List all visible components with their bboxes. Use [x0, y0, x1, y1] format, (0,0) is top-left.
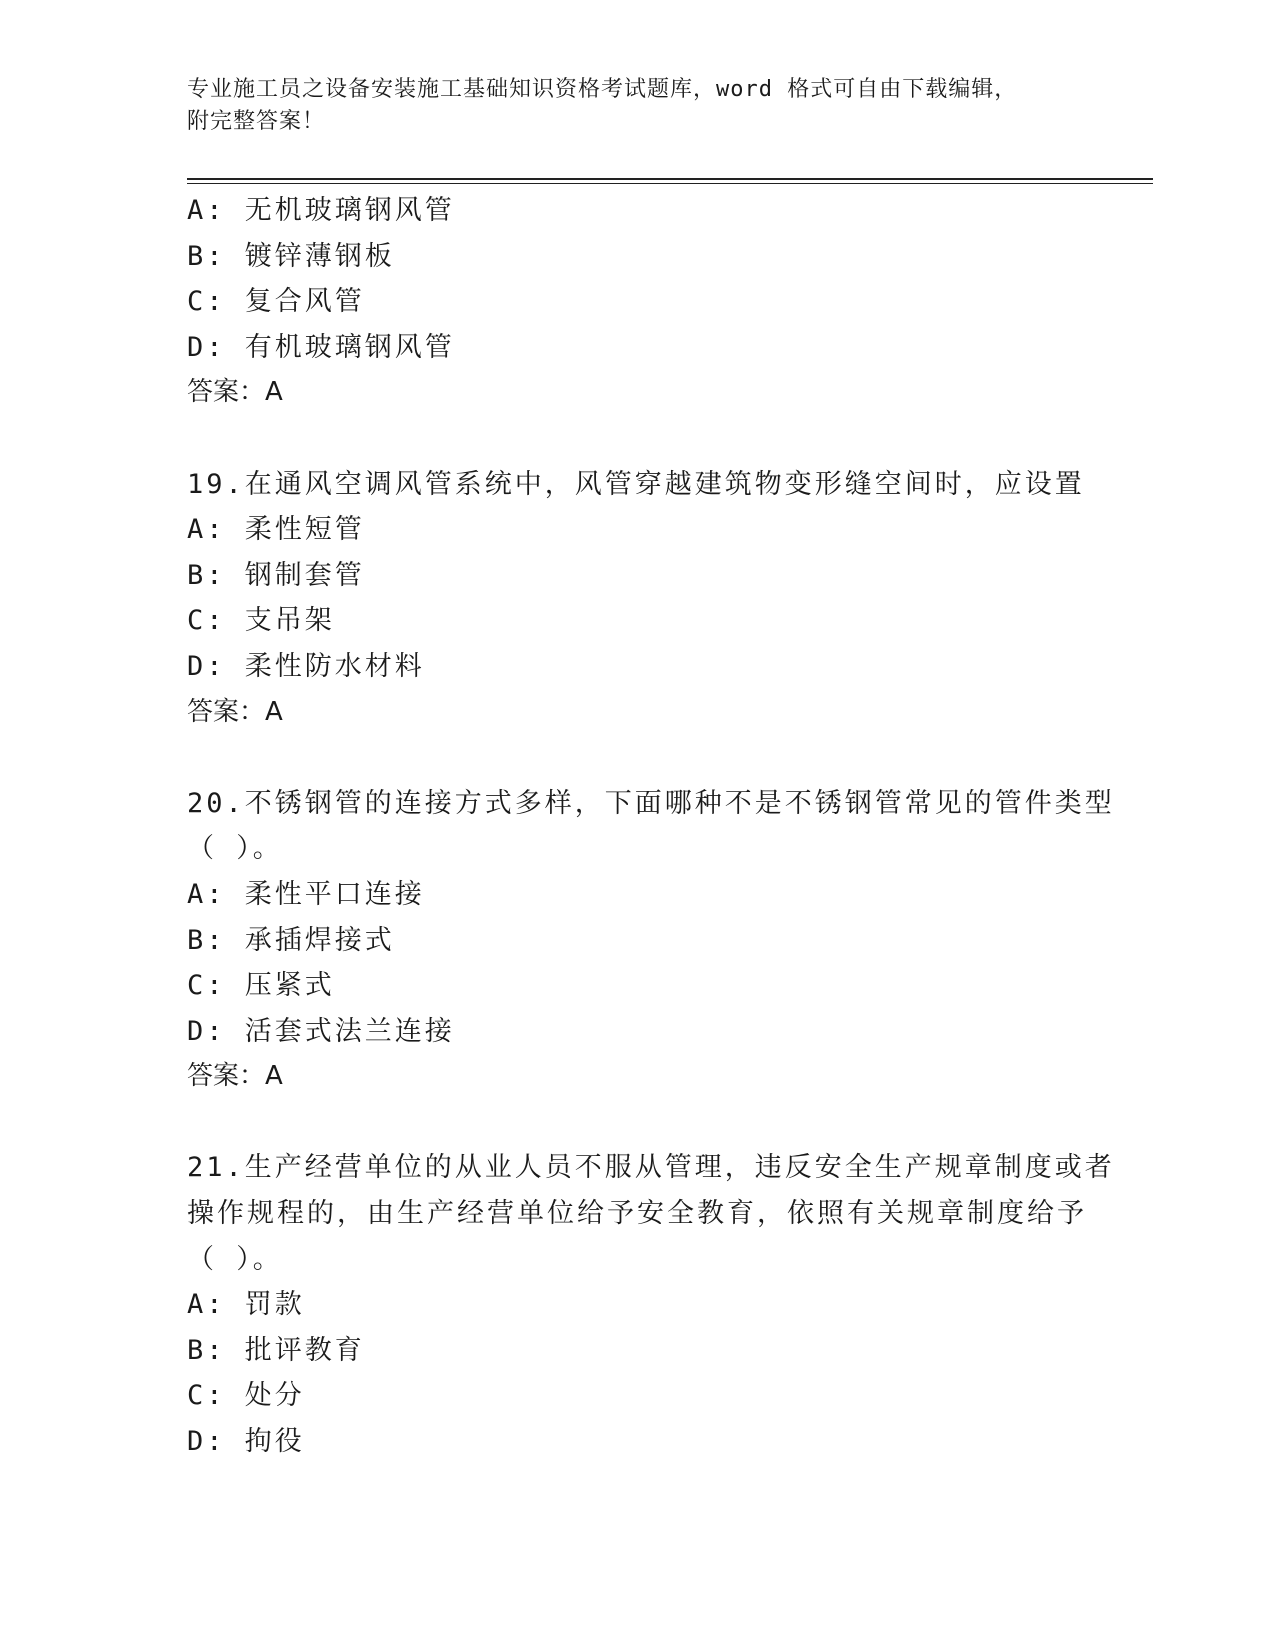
option-b: B: 承插焊接式	[187, 924, 395, 956]
document-header	[187, 74, 1087, 138]
option-d: D: 柔性防水材料	[187, 650, 425, 682]
answer-line: 答案：A	[187, 696, 283, 727]
spacer	[187, 416, 1087, 462]
option-a: A: 罚款	[187, 1289, 305, 1321]
option-b: B: 镀锌薄钢板	[187, 240, 395, 272]
option-c: C: 支吊架	[187, 605, 335, 637]
answer-line: 答案：A	[187, 1061, 283, 1092]
document-body	[187, 188, 1115, 1465]
spacer	[187, 1100, 1087, 1146]
header-rule-top	[187, 178, 1153, 180]
header-line-2: 附完整答案！	[187, 109, 326, 134]
question-18-block	[187, 188, 1087, 416]
question-stem-continued: 操作规程的，由生产经营单位给予安全教育，依照有关规章制度给予	[187, 1198, 1087, 1230]
question-stem-continued: （ ）。	[187, 833, 283, 865]
option-a: A: 无机玻璃钢风管	[187, 195, 455, 226]
option-a: A: 柔性短管	[187, 514, 365, 546]
header-line-1: 专业施工员之设备安装施工基础知识资格考试题库，word 格式可自由下载编辑，	[187, 77, 1018, 102]
answer-line: 答案：A	[187, 377, 283, 408]
option-c: C: 处分	[187, 1380, 305, 1412]
spacer	[187, 735, 1087, 781]
question-stem-continued: （ ）。	[187, 1243, 283, 1275]
option-d: D: 活套式法兰连接	[187, 1015, 455, 1047]
option-c: C: 复合风管	[187, 286, 365, 318]
question-19-block	[187, 462, 1087, 736]
option-d: D: 有机玻璃钢风管	[187, 331, 455, 363]
option-b: B: 钢制套管	[187, 559, 365, 591]
option-a: A: 柔性平口连接	[187, 878, 425, 910]
question-20-block	[187, 781, 1115, 1100]
option-b: B: 批评教育	[187, 1334, 365, 1366]
question-stem: 20.不锈钢管的连接方式多样，下面哪种不是不锈钢管常见的管件类型	[187, 787, 1115, 819]
header-rule-bottom	[187, 183, 1153, 184]
question-stem: 21.生产经营单位的从业人员不服从管理，违反安全生产规章制度或者	[187, 1152, 1115, 1184]
question-21-block	[187, 1145, 1115, 1464]
option-c: C: 压紧式	[187, 970, 335, 1002]
question-stem: 19.在通风空调风管系统中，风管穿越建筑物变形缝空间时，应设置	[187, 468, 1085, 500]
option-d: D: 拘役	[187, 1426, 305, 1458]
